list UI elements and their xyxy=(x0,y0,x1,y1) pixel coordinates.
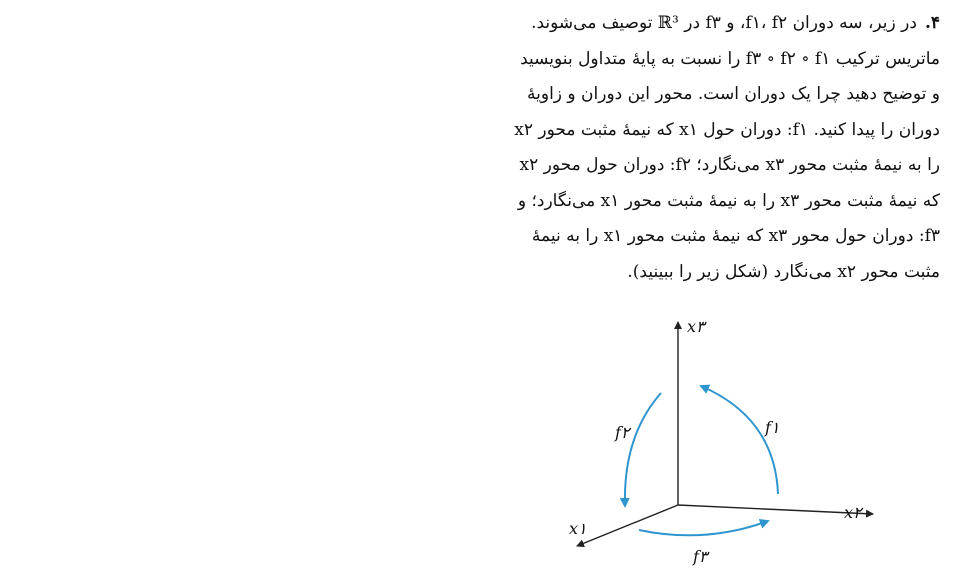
problem-line-3: و توضیح دهید چرا یک دوران است. محور این دوران و زاویهٔ xyxy=(527,84,940,104)
problem-line-1-text: در زیر، سه دوران f۱، f۲، و f۳ در ℝ³ توصیف می‌شوند. xyxy=(531,13,917,33)
problem-statement xyxy=(470,6,940,290)
axes-diagram xyxy=(555,308,885,570)
f3-rotation-arc xyxy=(639,521,768,535)
problem-line-2: ماتریس ترکیب f۳ ∘ f۲ ∘ f۱ را نسبت به پایهٔ متداول بنویسید xyxy=(520,48,940,69)
problem-line-7: f۳: دوران حول محور x۳ که نیمهٔ مثبت محور x۱ را به نیمهٔ xyxy=(531,226,940,246)
f3-label: f۳ xyxy=(693,547,708,566)
problem-line-6: که نیمهٔ مثبت محور x۳ را به نیمهٔ مثبت محور x۱ می‌نگارد؛ و xyxy=(517,190,940,211)
x2-axis-label: x۲ xyxy=(844,503,862,522)
x3-axis-label: x۳ xyxy=(687,317,705,336)
problem-line-8: مثبت محور x۲ می‌نگارد (شکل زیر را ببینید). xyxy=(627,261,940,282)
x1-axis-label: x۱ xyxy=(569,519,587,538)
f2-label: f۲ xyxy=(615,423,630,442)
x1-axis xyxy=(577,505,678,546)
problem-number: ۴. xyxy=(924,13,940,33)
problem-line-1 xyxy=(470,6,940,42)
f1-rotation-arc xyxy=(701,386,778,494)
f1-label: f۱ xyxy=(765,418,780,437)
rotation-axes-figure xyxy=(555,308,885,570)
problem-line-4: دوران را پیدا کنید. f۱: دوران حول x۱ که نیمهٔ مثبت محور x۲ xyxy=(514,119,940,140)
problem-line-5: را به نیمهٔ مثبت محور x۳ می‌نگارد؛ f۲: دوران حول محور x۲ xyxy=(519,155,940,175)
f2-rotation-arc xyxy=(625,393,661,506)
